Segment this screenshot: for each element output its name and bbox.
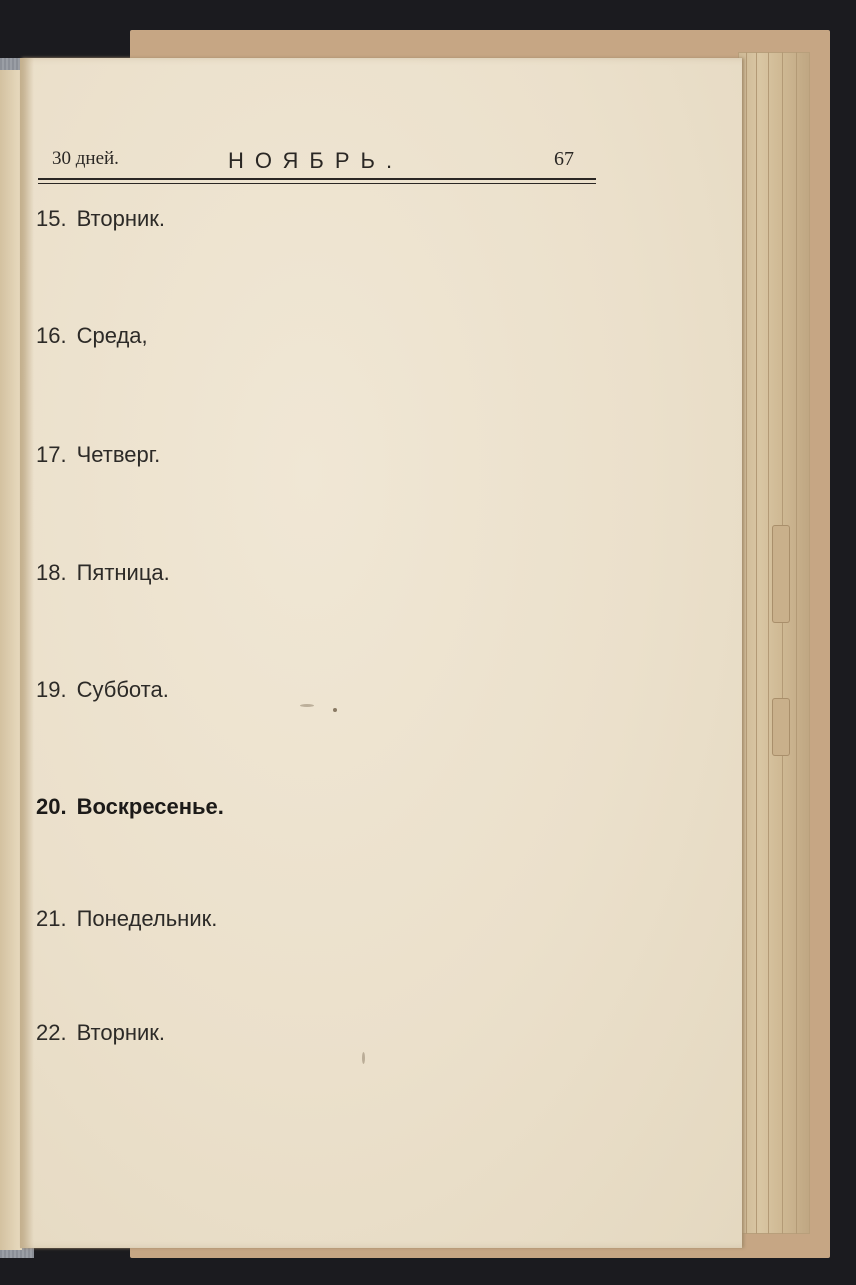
paper-fleck xyxy=(362,1052,365,1064)
calendar-page xyxy=(20,58,742,1248)
weekday-name: Среда, xyxy=(76,323,148,348)
day-entry xyxy=(36,906,217,932)
page-number: 67 xyxy=(554,148,574,170)
day-entry xyxy=(36,442,160,468)
day-entry xyxy=(36,560,170,586)
days-count: 30 дней. xyxy=(52,148,119,169)
day-number: 20. xyxy=(36,794,67,819)
month-title: НОЯБРЬ. xyxy=(228,148,404,173)
header-rule-thin xyxy=(38,183,596,184)
day-number: 17. xyxy=(36,442,67,467)
day-number: 18. xyxy=(36,560,67,585)
day-number: 15. xyxy=(36,206,67,231)
day-entry xyxy=(36,677,169,703)
day-number: 16. xyxy=(36,323,67,348)
paper-fleck xyxy=(300,704,314,707)
weekday-name: Понедельник. xyxy=(76,906,218,931)
day-number: 21. xyxy=(36,906,67,931)
weekday-name: Воскресенье. xyxy=(76,794,224,819)
page-tab-lower xyxy=(772,698,790,756)
facing-page-sliver xyxy=(0,70,22,1250)
page-gutter-shadow xyxy=(20,58,34,1248)
weekday-name: Суббота. xyxy=(76,677,169,702)
weekday-name: Вторник. xyxy=(76,206,166,231)
page-tab-upper xyxy=(772,525,790,623)
day-number: 22. xyxy=(36,1020,67,1045)
weekday-name: Пятница. xyxy=(76,560,170,585)
weekday-name: Вторник. xyxy=(76,1020,166,1045)
day-entry xyxy=(36,323,148,349)
weekday-name: Четверг. xyxy=(76,442,161,467)
paper-fleck xyxy=(333,708,337,712)
day-entry-sunday xyxy=(36,794,224,820)
day-number: 19. xyxy=(36,677,67,702)
day-entry xyxy=(36,206,165,232)
day-entry xyxy=(36,1020,165,1046)
page-edges xyxy=(738,52,810,1234)
header-rule-thick xyxy=(38,178,596,180)
